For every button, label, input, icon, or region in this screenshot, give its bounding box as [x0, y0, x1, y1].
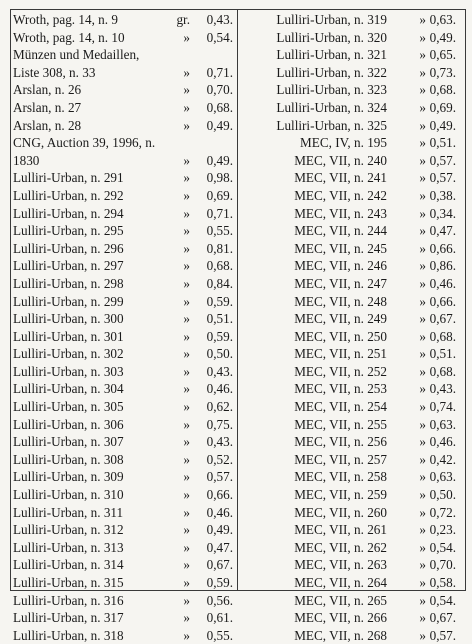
table-row — [238, 205, 466, 223]
weight-prefix: » — [183, 293, 190, 309]
reference-text: MEC, VII, n. 248 — [294, 293, 387, 309]
reference-text: Wroth, pag. 14, n. 10 — [13, 29, 125, 45]
table-row — [10, 187, 237, 205]
weight-value: 0,68. — [429, 363, 456, 379]
weight-value: 0,63. — [429, 12, 456, 27]
reference-text: Lulliri-Urban, n. 302 — [13, 346, 124, 362]
weight-value: 0,59. — [206, 293, 233, 309]
table-row — [238, 556, 466, 574]
table-row — [238, 380, 466, 398]
table-row — [10, 363, 237, 381]
weight-prefix: » — [183, 575, 190, 590]
weight-prefix: » — [419, 451, 426, 467]
weight-prefix: » — [419, 170, 426, 186]
table-row — [238, 117, 466, 135]
weight-value: 0,57. — [429, 627, 456, 643]
weight-value: 0,86. — [429, 258, 456, 274]
reference-text: MEC, VII, n. 251 — [294, 346, 387, 362]
table-row — [10, 556, 237, 574]
weight-prefix: » — [419, 328, 426, 344]
reference-text: Lulliri-Urban, n. 323 — [276, 82, 387, 98]
weight-prefix: » — [419, 64, 426, 80]
weight-value: 0,47. — [206, 539, 233, 555]
reference-text: Münzen und Medaillen, — [13, 47, 140, 63]
reference-text: MEC, VII, n. 247 — [294, 275, 387, 291]
weight-prefix: » — [183, 187, 190, 203]
weight-prefix: » — [419, 539, 426, 555]
weight-prefix: » — [419, 557, 426, 573]
table-row — [10, 275, 237, 293]
weight-prefix: » — [183, 29, 190, 45]
weight-prefix: » — [419, 293, 426, 309]
table-row — [10, 29, 237, 47]
weight-prefix: » — [419, 29, 426, 45]
table-row — [238, 240, 466, 258]
weight-value: 0,68. — [429, 328, 456, 344]
weight-value: 0,23. — [429, 522, 456, 538]
reference-text: MEC, VII, n. 258 — [294, 469, 387, 485]
weight-prefix: » — [419, 434, 426, 450]
weight-prefix: » — [183, 592, 190, 608]
table-row — [238, 81, 466, 99]
reference-text: MEC, VII, n. 262 — [294, 539, 387, 555]
weight-value: 0,81. — [206, 240, 233, 256]
table-row — [238, 169, 466, 187]
table-row — [238, 433, 466, 451]
weight-value: 0,63. — [429, 416, 456, 432]
weight-prefix: » — [419, 187, 426, 203]
weight-value: 0,61. — [206, 610, 233, 626]
reference-text: MEC, VII, n. 252 — [294, 363, 387, 379]
reference-text: MEC, VII, n. 257 — [294, 451, 387, 467]
table-row — [238, 293, 466, 311]
table-row — [10, 504, 237, 522]
table-row — [10, 328, 237, 346]
weight-value: 0,46. — [429, 434, 456, 450]
table-row — [10, 521, 237, 539]
weight-value: 0,55. — [206, 627, 233, 643]
weight-value: 0,55. — [206, 223, 233, 239]
reference-text: Lulliri-Urban, n. 320 — [276, 29, 387, 45]
table-row — [238, 187, 466, 205]
weight-prefix: » — [183, 152, 190, 168]
reference-text: Lulliri-Urban, n. 303 — [13, 363, 124, 379]
reference-text: Lulliri-Urban, n. 309 — [13, 469, 124, 485]
reference-text: Lulliri-Urban, n. 296 — [13, 240, 124, 256]
weight-value: 0,66. — [429, 240, 456, 256]
reference-text: Lulliri-Urban, n. 301 — [13, 328, 124, 344]
reference-text: CNG, Auction 39, 1996, n. — [13, 135, 156, 151]
reference-text: Arslan, n. 27 — [13, 99, 82, 115]
weight-value: 0,62. — [206, 399, 233, 415]
table-row — [10, 169, 237, 187]
table-row — [10, 398, 237, 416]
weight-value: 0,43. — [206, 12, 233, 27]
reference-text: Lulliri-Urban, n. 294 — [13, 205, 124, 221]
reference-text: MEC, VII, n. 253 — [294, 381, 387, 397]
weight-prefix: » — [183, 117, 190, 133]
weight-value: 0,70. — [429, 557, 456, 573]
weight-value: 0,69. — [429, 99, 456, 115]
weight-prefix: » — [419, 205, 426, 221]
weight-value: 0,51. — [429, 346, 456, 362]
weight-value: 0,57. — [429, 152, 456, 168]
weight-value: 0,49. — [206, 117, 233, 133]
weight-prefix: » — [183, 328, 190, 344]
reference-text: Wroth, pag. 14, n. 9 — [13, 12, 118, 27]
weight-prefix: gr. — [176, 12, 190, 27]
table-row — [10, 468, 237, 486]
weight-value: 0,50. — [206, 346, 233, 362]
table-row — [238, 29, 466, 47]
reference-text: Lulliri-Urban, n. 314 — [13, 557, 124, 573]
reference-text: MEC, VII, n. 241 — [294, 170, 387, 186]
reference-text: Lulliri-Urban, n. 312 — [13, 522, 124, 538]
weight-value: 0,59. — [206, 328, 233, 344]
weight-prefix: » — [419, 223, 426, 239]
reference-text: Lulliri-Urban, n. 299 — [13, 293, 124, 309]
weight-prefix: » — [183, 258, 190, 274]
weight-value: 0,70. — [206, 82, 233, 98]
weight-value: 0,46. — [429, 275, 456, 291]
weight-prefix: » — [183, 539, 190, 555]
reference-text: Lulliri-Urban, n. 322 — [276, 64, 387, 80]
reference-text: Lulliri-Urban, n. 324 — [276, 99, 387, 115]
reference-text: Lulliri-Urban, n. 311 — [13, 504, 124, 520]
table-row — [10, 592, 237, 610]
weight-value: 0,54. — [429, 592, 456, 608]
weight-value: 0,74. — [429, 399, 456, 415]
weight-prefix: » — [419, 12, 426, 27]
reference-text: MEC, VII, n. 264 — [294, 575, 387, 590]
weight-value: 0,71. — [206, 205, 233, 221]
reference-text: Lulliri-Urban, n. 306 — [13, 416, 124, 432]
table-row — [238, 310, 466, 328]
weight-prefix: » — [183, 82, 190, 98]
weight-value: 0,42. — [429, 451, 456, 467]
table-row — [10, 117, 237, 135]
reference-text: Lulliri-Urban, n. 316 — [13, 592, 124, 608]
reference-text: MEC, VII, n. 246 — [294, 258, 387, 274]
reference-text: Lulliri-Urban, n. 310 — [13, 487, 124, 503]
weight-value: 0,49. — [206, 522, 233, 538]
weight-prefix: » — [183, 223, 190, 239]
table-row — [10, 152, 237, 170]
table-row — [10, 11, 237, 29]
reference-text: Lulliri-Urban, n. 298 — [13, 275, 124, 291]
table-row — [238, 363, 466, 381]
weight-value: 0,46. — [206, 504, 233, 520]
weight-value: 0,57. — [206, 469, 233, 485]
weight-value: 0,68. — [429, 82, 456, 98]
table-row — [10, 81, 237, 99]
reference-text: Lulliri-Urban, n. 325 — [276, 117, 387, 133]
weight-value: 0,34. — [429, 205, 456, 221]
reference-text: Lulliri-Urban, n. 297 — [13, 258, 124, 274]
reference-text: MEC, VII, n. 266 — [294, 610, 387, 626]
reference-text: Lulliri-Urban, n. 291 — [13, 170, 124, 186]
weight-value: 0,59. — [206, 575, 233, 590]
weight-prefix: » — [419, 346, 426, 362]
table-row — [10, 539, 237, 557]
weight-value: 0,49. — [429, 117, 456, 133]
reference-text: MEC, VII, n. 245 — [294, 240, 387, 256]
reference-text: Lulliri-Urban, n. 321 — [276, 47, 387, 63]
weight-prefix: » — [183, 99, 190, 115]
weight-value: 0,52. — [206, 451, 233, 467]
weight-prefix: » — [419, 363, 426, 379]
weight-prefix: » — [419, 135, 426, 151]
weight-value: 0,49. — [206, 152, 233, 168]
reference-text: Lulliri-Urban, n. 319 — [276, 12, 387, 27]
weight-prefix: » — [419, 275, 426, 291]
reference-text: MEC, VII, n. 265 — [294, 592, 387, 608]
reference-text: Lulliri-Urban, n. 313 — [13, 539, 124, 555]
table-row — [10, 240, 237, 258]
weight-value: 0,67. — [429, 311, 456, 327]
weight-value: 0,84. — [206, 275, 233, 291]
table-row — [10, 433, 237, 451]
reference-text: Liste 308, n. 33 — [13, 64, 96, 80]
weight-value: 0,43. — [429, 381, 456, 397]
weight-prefix: » — [183, 416, 190, 432]
weight-prefix: » — [419, 416, 426, 432]
table-row — [238, 504, 466, 522]
weight-prefix: » — [183, 64, 190, 80]
reference-text: MEC, VII, n. 259 — [294, 487, 387, 503]
reference-text: Lulliri-Urban, n. 304 — [13, 381, 124, 397]
weight-prefix: » — [183, 522, 190, 538]
reference-text: MEC, VII, n. 254 — [294, 399, 387, 415]
table-row — [238, 451, 466, 469]
left-column — [10, 11, 237, 644]
table-row — [238, 257, 466, 275]
table-row — [238, 275, 466, 293]
weight-value: 0,66. — [429, 293, 456, 309]
weight-value: 0,54. — [206, 29, 233, 45]
table-row — [10, 609, 237, 627]
table-row — [238, 64, 466, 82]
reference-text: Lulliri-Urban, n. 318 — [13, 627, 124, 643]
weight-prefix: » — [183, 275, 190, 291]
table-row — [238, 222, 466, 240]
table-row — [238, 416, 466, 434]
weight-prefix: » — [183, 170, 190, 186]
reference-text: MEC, VII, n. 255 — [294, 416, 387, 432]
weight-prefix: » — [419, 47, 426, 63]
table-row — [238, 592, 466, 610]
table-row — [238, 539, 466, 557]
weight-value: 0,65. — [429, 47, 456, 63]
weight-prefix: » — [183, 469, 190, 485]
weight-value: 0,71. — [206, 64, 233, 80]
reference-text: 1830 — [13, 152, 40, 168]
weight-prefix: » — [419, 627, 426, 643]
weight-prefix: » — [183, 610, 190, 626]
weight-prefix: » — [419, 99, 426, 115]
reference-text: Lulliri-Urban, n. 292 — [13, 187, 124, 203]
reference-text: MEC, VII, n. 243 — [294, 205, 387, 221]
reference-text: MEC, VII, n. 249 — [294, 311, 387, 327]
weight-value: 0,72. — [429, 504, 456, 520]
table-row — [10, 627, 237, 644]
weight-prefix: » — [419, 469, 426, 485]
weight-prefix: » — [419, 152, 426, 168]
weight-value: 0,98. — [206, 170, 233, 186]
table-row — [238, 328, 466, 346]
weight-prefix: » — [419, 117, 426, 133]
weight-prefix: » — [419, 311, 426, 327]
weight-value: 0,67. — [429, 610, 456, 626]
weight-prefix: » — [183, 451, 190, 467]
weight-prefix: » — [183, 363, 190, 379]
weight-value: 0,49. — [429, 29, 456, 45]
weight-prefix: » — [419, 487, 426, 503]
weight-value: 0,51. — [429, 135, 456, 151]
weight-value: 0,38. — [429, 187, 456, 203]
weight-prefix: » — [419, 592, 426, 608]
reference-text: Lulliri-Urban, n. 300 — [13, 311, 124, 327]
weight-value: 0,58. — [429, 575, 456, 590]
weight-value: 0,63. — [429, 469, 456, 485]
weight-prefix: » — [183, 399, 190, 415]
weight-prefix: » — [183, 557, 190, 573]
reference-text: MEC, VII, n. 256 — [294, 434, 387, 450]
reference-text: Lulliri-Urban, n. 315 — [13, 575, 124, 590]
table-row — [238, 46, 466, 64]
weight-prefix: » — [419, 610, 426, 626]
right-column — [238, 11, 466, 644]
weight-value: 0,69. — [206, 187, 233, 203]
weight-prefix: » — [183, 381, 190, 397]
weight-prefix: » — [183, 346, 190, 362]
weight-value: 0,51. — [206, 311, 233, 327]
reference-text: Arslan, n. 26 — [13, 82, 82, 98]
reference-text: MEC, VII, n. 240 — [294, 152, 387, 168]
weight-prefix: » — [183, 311, 190, 327]
reference-text: MEC, VII, n. 260 — [294, 504, 387, 520]
weight-value: 0,57. — [429, 170, 456, 186]
weight-value: 0,68. — [206, 99, 233, 115]
table-row — [238, 398, 466, 416]
weight-prefix: » — [419, 240, 426, 256]
table-row — [238, 134, 466, 152]
weight-prefix: » — [183, 240, 190, 256]
table-row — [10, 134, 237, 152]
reference-text: MEC, VII, n. 250 — [294, 328, 387, 344]
reference-text: Lulliri-Urban, n. 305 — [13, 399, 124, 415]
table-row — [10, 46, 237, 64]
weight-value: 0,50. — [429, 487, 456, 503]
weight-prefix: » — [419, 522, 426, 538]
table-row — [10, 99, 237, 117]
weight-prefix: » — [419, 258, 426, 274]
table-row — [10, 451, 237, 469]
weight-prefix: » — [183, 627, 190, 643]
reference-text: MEC, VII, n. 268 — [294, 627, 387, 643]
table-row — [10, 310, 237, 328]
weight-value: 0,68. — [206, 258, 233, 274]
table-row — [238, 627, 466, 644]
weight-value: 0,75. — [206, 416, 233, 432]
table-row — [238, 99, 466, 117]
table-top-border — [10, 9, 466, 10]
table-row — [10, 574, 237, 592]
reference-text: Lulliri-Urban, n. 317 — [13, 610, 124, 626]
weight-prefix: » — [419, 399, 426, 415]
weight-value: 0,73. — [429, 64, 456, 80]
weight-prefix: » — [419, 82, 426, 98]
table-row — [238, 11, 466, 29]
reference-text: MEC, VII, n. 263 — [294, 557, 387, 573]
table-row — [238, 486, 466, 504]
table-row — [10, 257, 237, 275]
table-row — [10, 345, 237, 363]
table-row — [238, 468, 466, 486]
weight-prefix: » — [183, 205, 190, 221]
weight-value: 0,54. — [429, 539, 456, 555]
reference-text: MEC, VII, n. 244 — [294, 223, 387, 239]
weight-value: 0,46. — [206, 381, 233, 397]
table-row — [10, 293, 237, 311]
reference-text: Lulliri-Urban, n. 307 — [13, 434, 124, 450]
reference-text: Arslan, n. 28 — [13, 117, 82, 133]
table-row — [238, 345, 466, 363]
weight-value: 0,67. — [206, 557, 233, 573]
table-row — [238, 152, 466, 170]
weight-prefix: » — [183, 487, 190, 503]
weight-value: 0,47. — [429, 223, 456, 239]
weight-prefix: » — [419, 575, 426, 590]
weight-value: 0,43. — [206, 434, 233, 450]
table-row — [238, 574, 466, 592]
weight-prefix: » — [183, 434, 190, 450]
weight-value: 0,66. — [206, 487, 233, 503]
weight-value: 0,43. — [206, 363, 233, 379]
reference-text: MEC, IV, n. 195 — [300, 135, 387, 151]
table-row — [238, 609, 466, 627]
weight-prefix: » — [183, 504, 190, 520]
weight-value: 0,56. — [206, 592, 233, 608]
table-row — [10, 64, 237, 82]
weight-prefix: » — [419, 381, 426, 397]
weights-table — [10, 9, 466, 643]
reference-text: Lulliri-Urban, n. 295 — [13, 223, 124, 239]
table-row — [10, 486, 237, 504]
weight-prefix: » — [419, 504, 426, 520]
reference-text: MEC, VII, n. 242 — [294, 187, 387, 203]
reference-text: MEC, VII, n. 261 — [294, 522, 387, 538]
reference-text: Lulliri-Urban, n. 308 — [13, 451, 124, 467]
table-row — [10, 416, 237, 434]
table-row — [10, 205, 237, 223]
table-row — [10, 222, 237, 240]
table-row — [10, 380, 237, 398]
table-row — [238, 521, 466, 539]
